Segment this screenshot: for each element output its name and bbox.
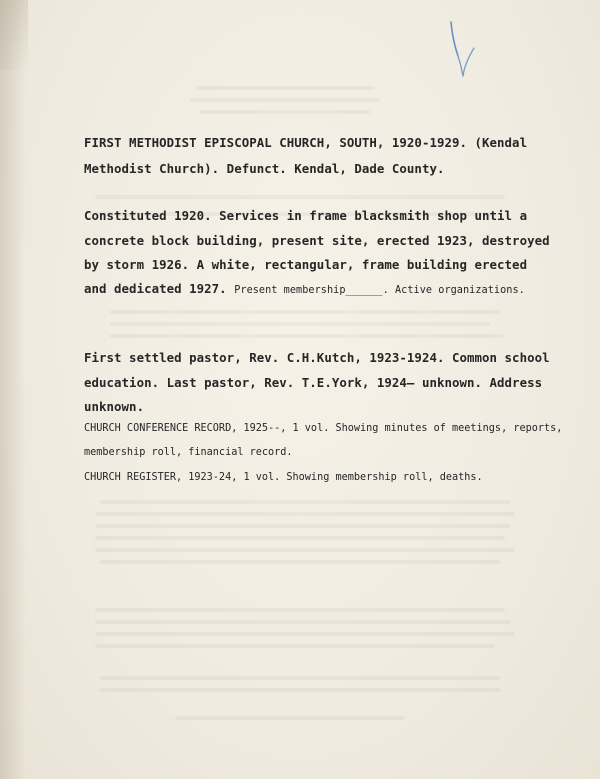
history-line-3: by storm 1926. A white, rectangular, frame building erected — [84, 257, 528, 272]
history-line-2: concrete block building, present site, erected 1923, destroyed — [84, 233, 550, 248]
page-edge-shadow — [0, 0, 26, 779]
heading-line-2: Methodist Church). Defunct. Kendal, Dade County. — [84, 161, 445, 176]
pastors-line-2: education. Last pastor, Rev. T.E.York, 1924— unknown. Address — [84, 375, 543, 390]
pastors-line-3: unknown. — [84, 399, 145, 414]
record-1-line-1: CHURCH CONFERENCE RECORD, 1925--, 1 vol. Showing minutes of meetings, reports, — [84, 423, 563, 434]
record-2-line-1: CHURCH REGISTER, 1923-24, 1 vol. Showing membership roll, deaths. — [84, 472, 483, 483]
page-corner-wear — [0, 0, 28, 70]
record-1-line-2: membership roll, financial record. — [84, 447, 293, 458]
check-mark-icon — [444, 18, 484, 84]
membership-line: Present membership______. Active organizations. — [234, 285, 525, 296]
heading-line-1: FIRST METHODIST EPISCOPAL CHURCH, SOUTH, 1920-1929. (Kendal — [84, 135, 528, 150]
history-line-4-main: and dedicated 1927. — [84, 281, 227, 296]
history-line-1: Constituted 1920. Services in frame blacksmith shop until a — [84, 208, 528, 223]
history-line-4 — [84, 281, 525, 297]
pastors-line-1: First settled pastor, Rev. C.H.Kutch, 1923-1924. Common school — [84, 350, 550, 365]
